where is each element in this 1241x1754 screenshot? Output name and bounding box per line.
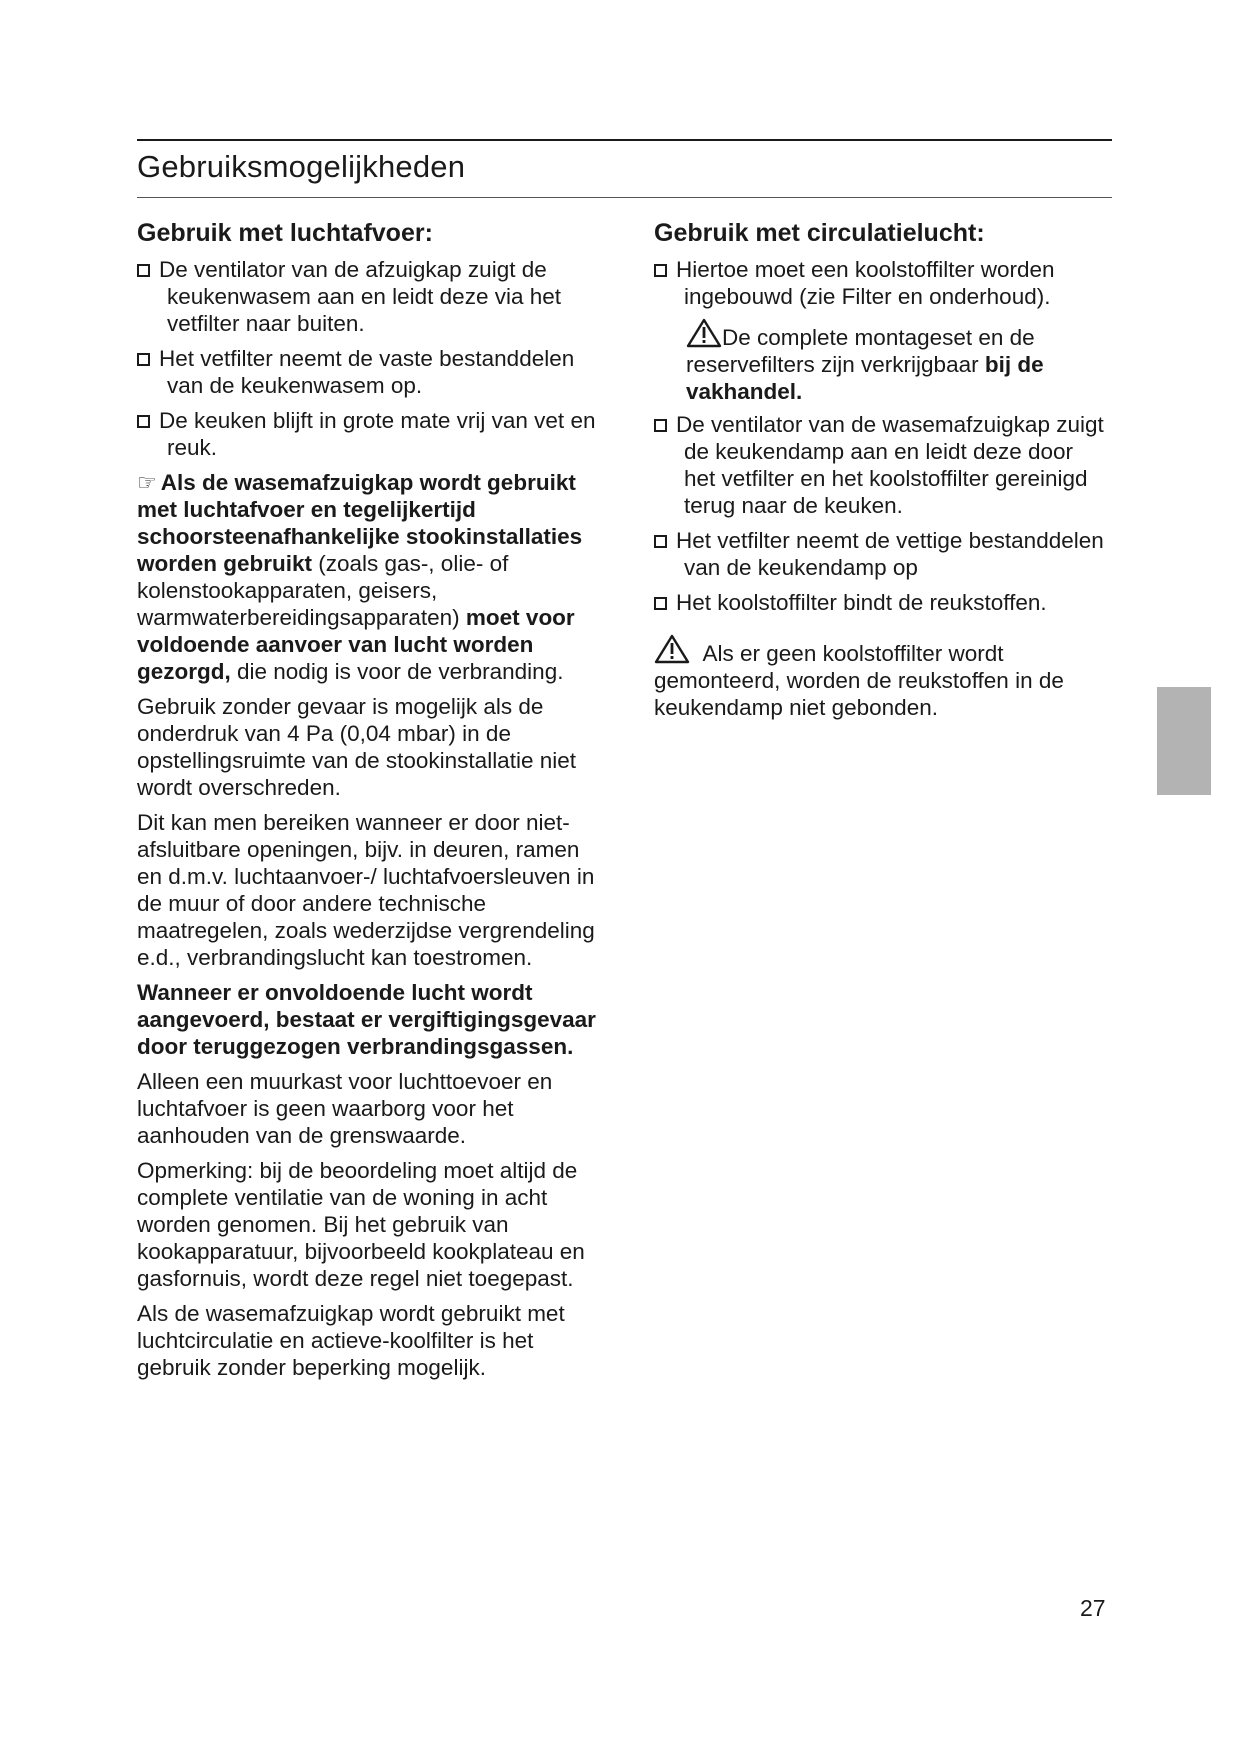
checkbox-bullet-icon — [654, 535, 667, 548]
body-paragraph: Dit kan men bereiken wanneer er door niet-afsluitbare openingen, bijv. in deuren, ramen en d.m.v. luchtaanvoer-/ luchtafvoersleuven in de muur of door andere technische maatregelen, zoals wederzijdse vergrendeling e.d., verbrandingslucht kan toestromen. — [137, 810, 595, 970]
section-heading-circulatielucht: Gebruik met circulatielucht: — [654, 219, 985, 247]
list-item: Het vetfilter neemt de vaste bestanddelen van de keukenwasem op. — [137, 345, 607, 399]
page-title: Gebruiksmogelijkheden — [137, 149, 466, 184]
right-column — [654, 216, 1104, 729]
list-item: Het koolstoffilter bindt de reukstoffen. — [654, 589, 1104, 616]
list-item: Hiertoe moet een koolstoffilter worden ingebouwd (zie Filter en onderhoud). — [654, 256, 1104, 310]
body-paragraph: Opmerking: bij de beoordeling moet altijd de complete ventilatie van de woning in acht worden genomen. Bij het gebruik van kookapparatuur, bijvoorbeeld kookplateau en gasfornuis, wordt deze regel niet toegepast. — [137, 1158, 585, 1291]
note-paragraph: ☞ Als de wasemafzuigkap wordt gebruikt met luchtafvoer en tegelijkertijd schoorsteenafhankelijke stookinstallaties worden gebruikt (zoals gas-, olie- of kolenstookapparaten, geisers, warmwaterbereidingsapparaten) moet voor voldoende aanvoer van lucht worden gezorgd, die nodig is voor de verbranding. — [137, 470, 583, 684]
language-section-tab — [1157, 687, 1211, 795]
checkbox-bullet-icon — [654, 419, 667, 432]
warning-triangle-icon — [654, 641, 690, 666]
section-heading-luchtafvoer: Gebruik met luchtafvoer: — [137, 219, 433, 247]
body-paragraph: Gebruik zonder gevaar is mogelijk als de onderdruk van 4 Pa (0,04 mbar) in de opstellingsruimte van de stookinstallatie niet wordt overschreden. — [137, 694, 576, 800]
body-paragraph: Alleen een muurkast voor luchttoevoer en luchtafvoer is geen waarborg voor het aanhouden van de grenswaarde. — [137, 1069, 553, 1148]
warning-paragraph: Wanneer er onvoldoende lucht wordt aangevoerd, bestaat er vergiftigingsgevaar door teruggezogen verbrandingsgassen. — [137, 980, 596, 1059]
warning-note: De complete montageset en de reservefilters zijn verkrijgbaar bij de vakhandel. — [654, 318, 1104, 405]
pointing-hand-icon: ☞ — [137, 470, 157, 495]
left-column — [137, 216, 607, 1389]
list-item: Het vetfilter neemt de vettige bestanddelen van de keukendamp op — [654, 527, 1104, 581]
page-header — [137, 139, 1112, 198]
checkbox-bullet-icon — [654, 264, 667, 277]
checkbox-bullet-icon — [137, 415, 150, 428]
body-paragraph: Als de wasemafzuigkap wordt gebruikt met luchtcirculatie en actieve-koolfilter is het gebruik zonder beperking mogelijk. — [137, 1301, 565, 1380]
warning-triangle-icon — [686, 325, 722, 350]
checkbox-bullet-icon — [654, 597, 667, 610]
list-item: De ventilator van de afzuigkap zuigt de keukenwasem aan en leidt deze via het vetfilter naar buiten. — [137, 256, 607, 337]
checkbox-bullet-icon — [137, 264, 150, 277]
list-item: De ventilator van de wasemafzuigkap zuigt de keukendamp aan en leidt deze door het vetfilter en het koolstoffilter gereinigd terug naar de keuken. — [654, 411, 1104, 519]
warning-note: Als er geen koolstoffilter wordt gemonteerd, worden de reukstoffen in de keukendamp niet gebonden. — [654, 634, 1104, 721]
list-item: De keuken blijft in grote mate vrij van vet en reuk. — [137, 407, 607, 461]
page-number: 27 — [1080, 1595, 1106, 1621]
checkbox-bullet-icon — [137, 353, 150, 366]
